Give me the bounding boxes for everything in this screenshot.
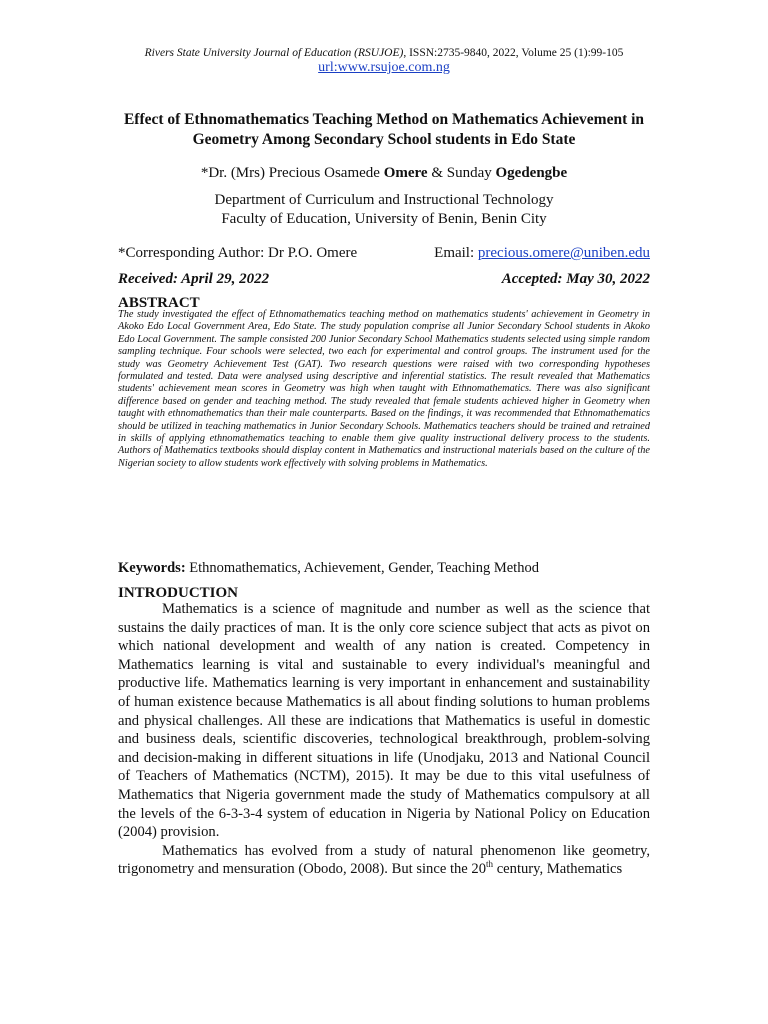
- affiliation: [118, 191, 650, 228]
- abstract-text: The study investigated the effect of Ethnomathematics teaching method on mathematics students' achievement in Geometry in Akoko Edo Local Government Area, Edo State. The study population comprise all Junior Secondary School students in Akoko Edo Local Government. The sample consisted 200 Junior Secondary School Mathematics students selected using simple random sampling technique. Four schools were selected, two each for experimental and control groups. The instrument used for the study was Geometry Achievement Test (GAT). Two research questions were raised with two corresponding hypotheses formulated and tested. Data were analysed using descriptive and inferential statistics. The result revealed that Mathematics students' achievement mean scores in Geometry was high when taught with Ethnomathematics. There was also significant difference based on gender and teaching method. The study revealed that female students achieved higher in Geometry when taught with ethnomathematics than their male counterparts. Based on the findings, it was recommended that Ethnomathematics should be utilized in teaching mathematics in Junior Secondary Schools. Mathematics teachers should be trained and retrained in skills of applying ethnomathematics teaching to enable them give quality instructional delivery process to the students. Authors of Mathematics textbooks should display content in Mathematics and instructional materials based on the culture of the Nigerian society to allow students work effectively with solving problems in Mathematics.: [118, 309, 650, 469]
- intro-paragraph-1: Mathematics is a science of magnitude and number as well as the science that sustains the daily practices of man. It is the only core science subject that acts as pivot on which national development and wealth of any nation is created. Competency in Mathematics learning is vital and sustainable to every individual's meaningful and productive life. Mathematics learning is very important in enhancement and sustainability of human existence because Mathematics is all about finding solutions to human problems and physical challenges. All these are indications that Mathematics is useful in domestic and business deals, scientific discoveries, technological breakthrough, problem-solving and decision-making in different situations in life (Unodjaku, 2013 and National Council of Teachers of Mathematics (NCTM), 2015). It may be due to this vital usefulness of Mathematics that Nigeria government made the study of Mathematics compulsory at all the levels of the 6-3-3-4 system of education in Nigeria by National Policy on Education (2004) provision.: [118, 601, 650, 841]
- introduction-heading: INTRODUCTION: [118, 585, 239, 601]
- superscript-th: th: [486, 859, 494, 870]
- keywords-list: Ethnomathematics, Achievement, Gender, Teaching Method: [185, 560, 539, 576]
- email-link[interactable]: precious.omere@uniben.edu: [477, 245, 650, 261]
- abstract-heading: ABSTRACT: [118, 295, 200, 311]
- keywords-label: Keywords:: [118, 560, 186, 576]
- keywords: [118, 559, 650, 577]
- journal-details: , ISSN:2735-9840, 2022, Volume 25 (1):99-105: [403, 47, 624, 59]
- author-line: [118, 164, 650, 182]
- affiliation-department: Department of Curriculum and Instructional Technology: [214, 192, 554, 208]
- received-date: Received: April 29, 2022: [118, 271, 270, 287]
- paper-title: Effect of Ethnomathematics Teaching Method on Mathematics Achievement in Geometry Among Secondary School students in Edo State: [123, 111, 645, 148]
- email-line: [434, 244, 650, 262]
- journal-header: [0, 46, 768, 60]
- author-separator: & Sunday: [427, 165, 496, 181]
- email-label: Email:: [434, 245, 478, 261]
- accepted-date: Accepted: May 30, 2022: [501, 271, 650, 287]
- affiliation-faculty: Faculty of Education, University of Benin, Benin City: [221, 210, 547, 227]
- author1-prefix: *Dr. (Mrs) Precious Osamede: [200, 165, 384, 181]
- corresponding-author: *Corresponding Author: Dr P.O. Omere: [118, 245, 358, 261]
- intro-paragraph-2: [118, 842, 650, 879]
- intro-paragraph-2-tail: century, Mathematics: [493, 861, 623, 878]
- journal-url-link[interactable]: url:www.rsujoe.com.ng: [318, 60, 450, 75]
- journal-name: Rivers State University Journal of Education (RSUJOE): [144, 47, 404, 59]
- introduction-body: [118, 600, 650, 879]
- intro-paragraph-2-text: Mathematics has evolved from a study of natural phenomenon like geometry, trigonometry and mensuration (Obodo, 2008). But since the 20: [118, 842, 650, 878]
- author2-surname: Ogedengbe: [495, 165, 568, 181]
- author1-surname: Omere: [383, 165, 428, 181]
